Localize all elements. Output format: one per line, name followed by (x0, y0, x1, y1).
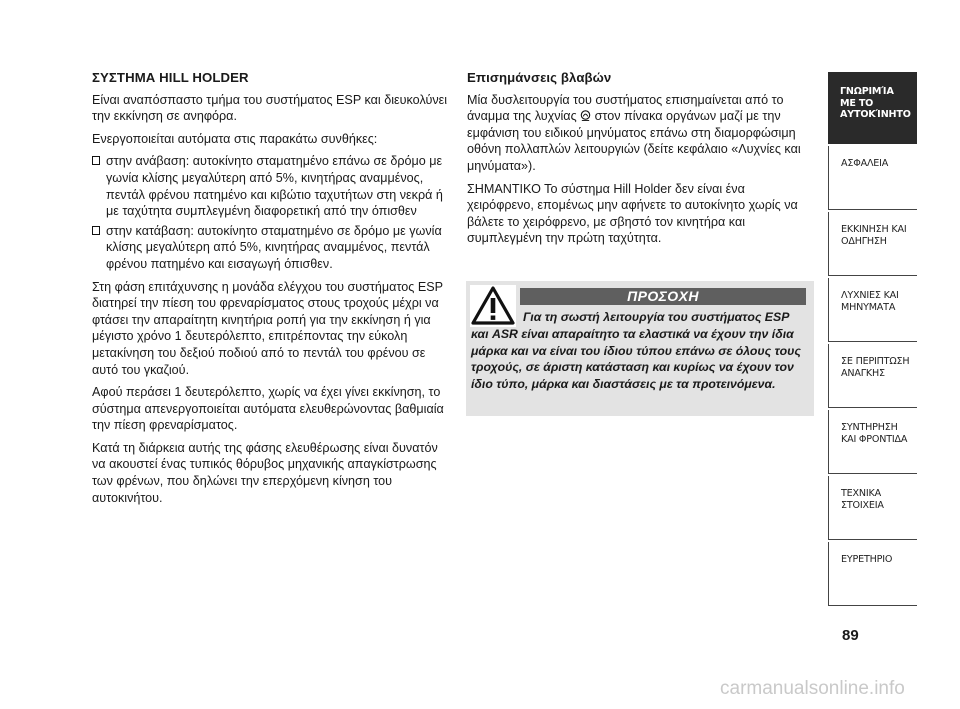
tab-label: ΜΕ ΤΟ (840, 97, 874, 109)
paragraph: Κατά τη διάρκεια αυτής της φάσης ελευθέρωσης είναι δυνατόν να ακουστεί ένας τυπικός θόρυβος μηχανικής απαγκίστρωσης των φρένων, που δηλώνει την επερχόμενη κίνηση του αυτοκινήτου. (92, 440, 438, 505)
paragraph: Ενεργοποιείται αυτόματα στις παρακάτω συνθήκες: (92, 131, 378, 146)
tab-emergency[interactable] (828, 344, 917, 408)
paragraph: ΣΗΜΑΝΤΙΚΟ Το σύστημα Hill Holder δεν είναι ένα χειρόφρενο, επομένως μην αφήνετε το αυτοκίνητο χωρίς να βάλετε το χειρόφρενο, με σβηστό τον κινητήρα και συμπλεγμένη την πρώτη ταχύτητα. (467, 181, 798, 246)
warning-text: Για τη σωστή λειτουργία του συστήματος ESP και ASR είναι απαραίτητο τα ελαστικά να έχουν την ίδια μάρκα και να είναι του ίδιου τύπου επάνω σε όλους τους τροχούς, σε άριστη κατάσταση και κυρίως να έχουν τον ίδιο τύπο, μάρκα και διαστάσεις με τα προτεινόμενα. (471, 310, 801, 392)
tab-label: ΤΕΧΝΙΚΑ (841, 488, 881, 499)
tab-index[interactable] (828, 542, 917, 606)
list-item (92, 223, 452, 273)
tab-label: ΑΝΑΓΚΗΣ (841, 367, 885, 379)
faults-heading: Επισημάνσεις βλαβών (467, 70, 612, 85)
tab-label: ΕΚΚΙΝΗΣΗ ΚΑΙ (841, 224, 907, 235)
tab-maintenance[interactable] (828, 410, 917, 474)
hill-holder-heading: ΣΥΣΤΗΜΑ HILL HOLDER (92, 70, 249, 85)
tab-getting-to-know[interactable] (828, 72, 917, 144)
tab-label: ΟΔΗΓΗΣΗ (841, 235, 887, 247)
tab-label: ΜΗΝΥΜΑΤΑ (841, 301, 896, 313)
tab-starting-driving[interactable] (828, 212, 917, 276)
page-number: 89 (842, 627, 859, 644)
right-column (467, 70, 815, 253)
esp-warning-light-icon (580, 110, 591, 121)
left-column (92, 70, 452, 512)
tab-label: ΣΤΟΙΧΕΙΑ (841, 499, 884, 511)
tab-label: ΕΥΡΕΤΗΡΙΟ (841, 554, 893, 565)
checkbox-bullet-icon (92, 226, 100, 235)
list-item (92, 153, 452, 219)
tab-label: ΣΕ ΠΕΡΙΠΤΩΣΗ (841, 356, 910, 367)
list-item-text: στην κατάβαση: αυτοκίνητο σταματημένο σε δρόμο με γωνία κλίσης μεγαλύτερη από 5%, κινητήρας αναμμένος, πεντάλ φρένου πατημένο και εισαγωγή όπισθεν. (106, 223, 442, 271)
list-item-text: στην ανάβαση: αυτοκίνητο σταματημένο επάνω σε δρόμο με γωνία κλίσης μεγαλύτερη από 5%, κινητήρας αναμμένος, πεντάλ φρένου πατημένο και κιβώτιο ταχυτήτων στη νεκρά ή με ταχύτητα συμπλεγμένη διαφορετική από την όπισθεν (106, 154, 443, 219)
watermark: carmanualsonline.info (720, 678, 905, 699)
paragraph-text: στον πίνακα οργάνων μαζί με την εμφάνιση του ειδικού μηνύματος επάνω στη διαμορφώσιμη οθόνη πολλαπλών λειτουργιών (δείτε κεφάλαιο «Λυχνίες και μηνύματα»). (467, 109, 801, 173)
tab-label: ΣΥΝΤΗΡΗΣΗ (841, 422, 898, 433)
tab-safety[interactable] (828, 146, 917, 210)
paragraph: Είναι αναπόσπαστο τμήμα του συστήματος ESP και διευκολύνει την εκκίνηση σε ανηφόρα. (92, 92, 448, 124)
tab-technical-specs[interactable] (828, 476, 917, 540)
tab-label: ΑΥΤΟΚΊΝΗΤΟ (840, 109, 911, 120)
warning-box (466, 281, 814, 416)
tab-label: ΓΝΩΡΙΜΊΑ (840, 86, 894, 97)
chapter-tabs (828, 72, 917, 608)
tab-label: ΛΥΧΝΙΕΣ ΚΑΙ (841, 290, 899, 301)
paragraph: Αφού περάσει 1 δευτερόλεπτο, χωρίς να έχει γίνει εκκίνηση, το σύστημα απενεργοποιείται αυτόματα ελευθερώνοντας βαθμιαία την πίεση φρεναρίσματος. (92, 385, 444, 433)
tab-label: ΚΑΙ ΦΡΟΝΤΙΔΑ (841, 433, 908, 445)
paragraph (467, 92, 815, 175)
checkbox-bullet-icon (92, 156, 100, 165)
tab-label: ΑΣΦΑΛΕΙΑ (841, 158, 889, 169)
conditions-list (92, 153, 452, 272)
paragraph-text: Μία δυσλειτουργία του συστήματος επισημαίνεται από το άναμμα της λυχνίας (467, 92, 784, 124)
warning-title: ΠΡΟΣΟΧΗ (520, 288, 806, 305)
tab-warning-lights[interactable] (828, 278, 917, 342)
paragraph: Στη φάση επιτάχυνσης η μονάδα ελέγχου του συστήματος ESP διατηρεί την πίεση του φρεναρίσματος στους τροχούς μέχρι να φτάσει την απαραίτητη κινητήρια ροπή για την εκκίνηση ή για μέγιστο χρόνο 1 δευτερόλεπτο, επιτρέποντας την εύκολη μετακίνηση του δεξιού ποδιού από το πεντάλ του φρένου σε αυτό του γκαζιού. (92, 279, 443, 377)
